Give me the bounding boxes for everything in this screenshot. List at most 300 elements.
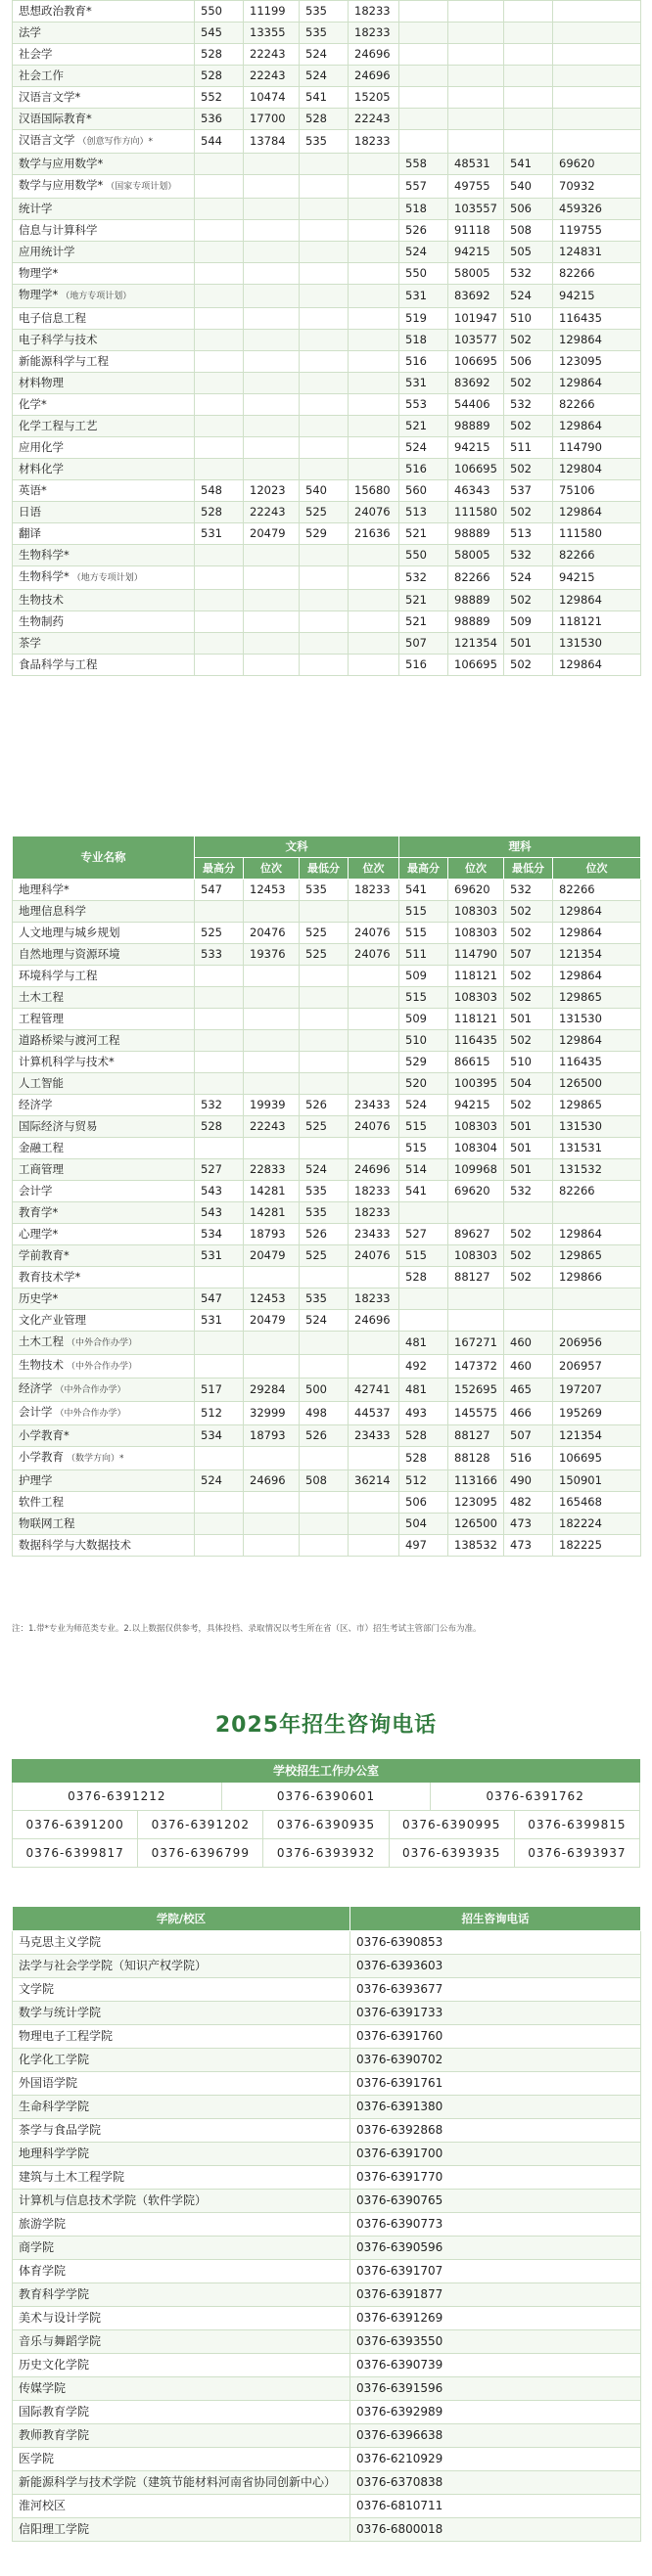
- score-cell: [300, 590, 349, 611]
- score-cell: 528: [399, 1425, 448, 1447]
- score-cell: 528: [195, 66, 244, 87]
- table-row: [13, 901, 641, 923]
- score-cell: [504, 66, 553, 87]
- major-name: [13, 1535, 195, 1557]
- score-cell: 15205: [349, 87, 399, 109]
- college-phone: 0376-6390702: [350, 2049, 641, 2072]
- score-cell: 15680: [349, 480, 399, 502]
- score-cell: [195, 611, 244, 633]
- score-cell: 106695: [448, 459, 504, 480]
- phone-number: 0376-6393935: [390, 1839, 515, 1868]
- score-cell: 116435: [553, 1052, 641, 1073]
- score-cell: 521: [399, 523, 448, 545]
- score-cell: 129864: [553, 590, 641, 611]
- table-row: [13, 1052, 641, 1073]
- score-cell: [244, 175, 300, 199]
- score-cell: 129864: [553, 1224, 641, 1245]
- score-cell: [244, 566, 300, 590]
- table-row: [13, 373, 641, 394]
- table-row: [13, 459, 641, 480]
- major-name-text: 数学与应用数学*: [19, 157, 104, 170]
- major-name: [13, 566, 195, 590]
- score-cell: 502: [504, 373, 553, 394]
- major-name: [13, 44, 195, 66]
- major-name-text: 计算机科学与技术*: [19, 1055, 115, 1068]
- college-row: [13, 2354, 641, 2377]
- score-cell: 98889: [448, 523, 504, 545]
- score-cell: [553, 130, 641, 154]
- score-cell: [448, 1202, 504, 1224]
- table-row: [13, 1073, 641, 1095]
- score-cell: 533: [195, 944, 244, 966]
- score-cell: [300, 394, 349, 416]
- score-cell: 114790: [448, 944, 504, 966]
- score-cell: [349, 1073, 399, 1095]
- score-cell: [244, 1030, 300, 1052]
- score-cell: [244, 437, 300, 459]
- score-cell: 560: [399, 480, 448, 502]
- score-cell: 529: [300, 523, 349, 545]
- major-name-text: 学前教育*: [19, 1248, 70, 1262]
- score-cell: 524: [399, 242, 448, 263]
- score-cell: 129864: [553, 416, 641, 437]
- major-name-text: 汉语言文学*: [19, 90, 81, 104]
- score-cell: 109968: [448, 1159, 504, 1181]
- score-cell: 46343: [448, 480, 504, 502]
- major-name-text: 电子科学与技术: [19, 333, 98, 346]
- score-cell: [553, 1288, 641, 1310]
- score-cell: [195, 330, 244, 351]
- score-cell: 524: [504, 285, 553, 308]
- score-cell: [349, 330, 399, 351]
- score-cell: 553: [399, 394, 448, 416]
- major-name: [13, 545, 195, 566]
- college-row: [13, 2072, 641, 2096]
- major-name: [13, 130, 195, 154]
- score-cell: [300, 330, 349, 351]
- major-subnote: （国家专项计划）: [106, 182, 177, 192]
- score-cell: [244, 199, 300, 220]
- score-cell: 490: [504, 1470, 553, 1492]
- score-cell: 508: [504, 220, 553, 242]
- score-cell: 118121: [553, 611, 641, 633]
- score-cell: 541: [399, 1181, 448, 1202]
- score-cell: [349, 437, 399, 459]
- score-cell: 49755: [448, 175, 504, 199]
- score-cell: [300, 545, 349, 566]
- score-cell: 21636: [349, 523, 399, 545]
- score-cell: 23433: [349, 1224, 399, 1245]
- score-cell: 531: [195, 1310, 244, 1332]
- score-cell: 512: [399, 1470, 448, 1492]
- score-cell: 516: [399, 655, 448, 676]
- score-cell: [195, 242, 244, 263]
- score-cell: [553, 1310, 641, 1332]
- major-name-text: 翻译: [19, 526, 41, 540]
- score-cell: 116435: [553, 308, 641, 330]
- score-cell: [504, 109, 553, 130]
- major-name-text: 生物制药: [19, 614, 64, 628]
- score-cell: 94215: [553, 566, 641, 590]
- score-cell: 510: [399, 1030, 448, 1052]
- major-name: [13, 944, 195, 966]
- score-cell: [349, 242, 399, 263]
- score-cell: [349, 175, 399, 199]
- score-cell: 101947: [448, 308, 504, 330]
- phone-header: 招生咨询电话: [350, 1907, 641, 1931]
- score-cell: 88127: [448, 1425, 504, 1447]
- score-cell: [300, 154, 349, 175]
- score-cell: [244, 1267, 300, 1288]
- major-name: [13, 1514, 195, 1535]
- score-cell: 550: [399, 545, 448, 566]
- table-row: [13, 308, 641, 330]
- table-row: [13, 1181, 641, 1202]
- major-name: [13, 66, 195, 87]
- table-row: [13, 1492, 641, 1514]
- score-cell: [244, 1535, 300, 1557]
- college-header: 学院/校区: [13, 1907, 350, 1931]
- major-name: [13, 416, 195, 437]
- table-row: [13, 1402, 641, 1425]
- score-cell: [244, 1138, 300, 1159]
- score-cell: 501: [504, 1159, 553, 1181]
- score-cell: [349, 611, 399, 633]
- phone-number: 0376-6399817: [13, 1839, 138, 1868]
- column-header: 位次: [553, 858, 641, 880]
- score-cell: 509: [504, 611, 553, 633]
- score-cell: [553, 66, 641, 87]
- score-cell: [399, 23, 448, 44]
- score-cell: 466: [504, 1402, 553, 1425]
- major-name: [13, 966, 195, 987]
- score-cell: 528: [195, 44, 244, 66]
- major-name-text: 材料化学: [19, 462, 64, 475]
- score-cell: 550: [195, 1, 244, 23]
- score-cell: 121354: [553, 1425, 641, 1447]
- major-name: [13, 633, 195, 655]
- major-name: [13, 987, 195, 1009]
- table-row: [13, 611, 641, 633]
- college-row: [13, 2330, 641, 2354]
- score-cell: 460: [504, 1332, 553, 1355]
- score-cell: 507: [504, 944, 553, 966]
- score-cell: 513: [399, 502, 448, 523]
- major-subnote: （地方专项计划）: [61, 292, 132, 301]
- score-cell: [244, 987, 300, 1009]
- score-cell: 182225: [553, 1535, 641, 1557]
- score-cell: 512: [195, 1402, 244, 1425]
- major-name-text: 应用统计学: [19, 245, 75, 258]
- score-cell: 118121: [448, 966, 504, 987]
- score-cell: [399, 44, 448, 66]
- college-row: [13, 2377, 641, 2401]
- score-cell: [300, 611, 349, 633]
- table-row: [13, 1095, 641, 1116]
- score-cell: 482: [504, 1492, 553, 1514]
- table-row: [13, 130, 641, 154]
- score-cell: 118121: [448, 1009, 504, 1030]
- score-cell: 520: [399, 1073, 448, 1095]
- college-row: [13, 1978, 641, 2002]
- score-cell: 528: [399, 1447, 448, 1470]
- score-cell: 20479: [244, 1310, 300, 1332]
- major-name-text: 统计学: [19, 202, 53, 215]
- table-row: [13, 1535, 641, 1557]
- score-cell: 543: [195, 1202, 244, 1224]
- score-cell: 528: [195, 1116, 244, 1138]
- score-cell: 548: [195, 480, 244, 502]
- college-row: [13, 2495, 641, 2518]
- score-cell: [300, 437, 349, 459]
- major-name: [13, 23, 195, 44]
- college-name: 茶学与食品学院: [13, 2119, 350, 2143]
- major-name: [13, 1159, 195, 1181]
- score-cell: 502: [504, 502, 553, 523]
- major-name: [13, 1030, 195, 1052]
- major-name-text: 会计学: [19, 1184, 53, 1198]
- score-cell: 119755: [553, 220, 641, 242]
- phone-number: 0376-6391212: [13, 1783, 222, 1811]
- score-cell: 12453: [244, 1288, 300, 1310]
- score-cell: 501: [504, 633, 553, 655]
- score-cell: [300, 1535, 349, 1557]
- score-cell: 545: [195, 23, 244, 44]
- score-cell: 195269: [553, 1402, 641, 1425]
- major-name: [13, 1202, 195, 1224]
- major-name-text: 小学教育*: [19, 1428, 70, 1442]
- major-name-text: 数据科学与大数据技术: [19, 1538, 131, 1552]
- score-cell: 165468: [553, 1492, 641, 1514]
- major-name: [13, 502, 195, 523]
- score-cell: 121354: [448, 633, 504, 655]
- score-cell: 22243: [349, 109, 399, 130]
- table-row: [13, 1224, 641, 1245]
- table-row: [13, 242, 641, 263]
- score-cell: [349, 1267, 399, 1288]
- score-cell: [300, 1447, 349, 1470]
- score-cell: 492: [399, 1355, 448, 1378]
- score-cell: [504, 23, 553, 44]
- score-cell: 18233: [349, 130, 399, 154]
- college-row: [13, 2448, 641, 2471]
- score-cell: [195, 1447, 244, 1470]
- score-cell: 75106: [553, 480, 641, 502]
- major-name: [13, 480, 195, 502]
- score-cell: 524: [300, 1159, 349, 1181]
- score-cell: 516: [504, 1447, 553, 1470]
- score-cell: 473: [504, 1514, 553, 1535]
- college-phone: 0376-6391700: [350, 2143, 641, 2166]
- score-cell: 129864: [553, 655, 641, 676]
- major-name-text: 汉语言文学: [19, 133, 75, 147]
- score-cell: 524: [399, 1095, 448, 1116]
- major-name-text: 会计学: [19, 1405, 53, 1419]
- score-cell: [195, 1332, 244, 1355]
- table-row: [13, 987, 641, 1009]
- major-name-text: 土木工程: [19, 990, 64, 1004]
- column-header: 位次: [244, 858, 300, 880]
- score-cell: [195, 416, 244, 437]
- score-cell: 24696: [349, 1159, 399, 1181]
- score-cell: [195, 1535, 244, 1557]
- score-cell: [349, 590, 399, 611]
- score-cell: 502: [504, 1224, 553, 1245]
- score-cell: [553, 1, 641, 23]
- major-name-text: 化学工程与工艺: [19, 419, 98, 432]
- score-cell: 515: [399, 987, 448, 1009]
- major-subnote: （数学方向）*: [67, 1454, 124, 1464]
- major-name-text: 生物科学*: [19, 548, 70, 562]
- score-cell: 129864: [553, 502, 641, 523]
- score-cell: [244, 1355, 300, 1378]
- score-cell: [300, 1355, 349, 1378]
- score-cell: [448, 130, 504, 154]
- score-cell: [195, 1073, 244, 1095]
- major-name-text: 教育技术学*: [19, 1270, 81, 1284]
- table-row: [13, 154, 641, 175]
- score-cell: [195, 655, 244, 676]
- column-header: 最低分: [300, 858, 349, 880]
- major-name: [13, 901, 195, 923]
- score-cell: 131532: [553, 1159, 641, 1181]
- score-cell: 126500: [448, 1514, 504, 1535]
- table-row: [13, 1245, 641, 1267]
- major-name-text: 工程管理: [19, 1012, 64, 1025]
- score-cell: 557: [399, 175, 448, 199]
- score-cell: 22243: [244, 44, 300, 66]
- score-cell: [349, 263, 399, 285]
- score-cell: 510: [504, 1052, 553, 1073]
- score-cell: [244, 633, 300, 655]
- score-cell: [244, 1332, 300, 1355]
- score-cell: 501: [504, 1009, 553, 1030]
- score-cell: 18233: [349, 1288, 399, 1310]
- score-cell: 17700: [244, 109, 300, 130]
- score-cell: 501: [504, 1138, 553, 1159]
- score-cell: 502: [504, 923, 553, 944]
- phone-number: 0376-6393932: [263, 1839, 389, 1868]
- college-phone: 0376-6393603: [350, 1955, 641, 1978]
- major-name-text: 应用化学: [19, 440, 64, 454]
- score-cell: 534: [195, 1224, 244, 1245]
- major-name-text: 软件工程: [19, 1495, 64, 1509]
- college-name: 文学院: [13, 1978, 350, 2002]
- major-name: [13, 1492, 195, 1514]
- contact-title: 2025年招生咨询电话: [214, 1713, 438, 1738]
- score-cell: 138532: [448, 1535, 504, 1557]
- score-cell: [195, 1267, 244, 1288]
- score-cell: [244, 1492, 300, 1514]
- college-name: 商学院: [13, 2237, 350, 2260]
- score-cell: 511: [399, 944, 448, 966]
- major-name: [13, 199, 195, 220]
- major-subnote: （地方专项计划）: [71, 573, 143, 583]
- college-phone: 0376-6390853: [350, 1931, 641, 1955]
- score-cell: [195, 545, 244, 566]
- score-cell: [300, 263, 349, 285]
- college-row: [13, 2096, 641, 2119]
- college-row: [13, 2002, 641, 2025]
- table-row: [13, 1447, 641, 1470]
- score-cell: [504, 87, 553, 109]
- score-cell: 528: [195, 502, 244, 523]
- college-name: 旅游学院: [13, 2213, 350, 2237]
- major-name: [13, 459, 195, 480]
- major-name-text: 教育学*: [19, 1205, 59, 1219]
- major-name: [13, 285, 195, 308]
- score-cell: [300, 655, 349, 676]
- phone-number: 0376-6393937: [515, 1839, 640, 1868]
- phone-number: 0376-6391200: [13, 1811, 138, 1839]
- score-cell: [349, 220, 399, 242]
- college-phone: 0376-6390739: [350, 2354, 641, 2377]
- score-cell: 18793: [244, 1425, 300, 1447]
- major-subnote: （中外合作办学）: [55, 1385, 126, 1395]
- table-row: [13, 285, 641, 308]
- score-cell: 509: [399, 1009, 448, 1030]
- score-cell: 532: [504, 880, 553, 901]
- score-cell: 521: [399, 416, 448, 437]
- college-name: 传媒学院: [13, 2377, 350, 2401]
- table-row: [13, 944, 641, 966]
- major-name: [13, 242, 195, 263]
- score-cell: [300, 1267, 349, 1288]
- major-name-text: 化学*: [19, 397, 47, 411]
- score-cell: 58005: [448, 545, 504, 566]
- score-cell: [349, 199, 399, 220]
- score-cell: 502: [504, 1245, 553, 1267]
- major-name-text: 新能源科学与工程: [19, 354, 109, 368]
- college-name: 新能源科学与技术学院（建筑节能材料河南省协同创新中心）: [13, 2471, 350, 2495]
- score-cell: 502: [504, 330, 553, 351]
- score-cell: 526: [300, 1425, 349, 1447]
- table-row: [13, 66, 641, 87]
- score-cell: 24696: [349, 1310, 399, 1332]
- score-cell: 526: [399, 220, 448, 242]
- major-subnote: （创意写作方向）*: [77, 137, 154, 147]
- score-cell: 150901: [553, 1470, 641, 1492]
- admission-office-phones: [12, 1759, 640, 1868]
- score-cell: [195, 220, 244, 242]
- score-cell: [349, 459, 399, 480]
- score-cell: 521: [399, 590, 448, 611]
- major-name-text: 物理学*: [19, 266, 59, 280]
- college-phone: 0376-6391733: [350, 2002, 641, 2025]
- score-cell: 526: [300, 1095, 349, 1116]
- score-cell: 126500: [553, 1073, 641, 1095]
- score-cell: 167271: [448, 1332, 504, 1355]
- table-row: [13, 1, 641, 23]
- score-cell: 514: [399, 1159, 448, 1181]
- score-cell: 24696: [244, 1470, 300, 1492]
- college-name: 生命科学学院: [13, 2096, 350, 2119]
- major-name-text: 文化产业管理: [19, 1313, 86, 1327]
- college-name: 外国语学院: [13, 2072, 350, 2096]
- score-cell: 111580: [553, 523, 641, 545]
- score-cell: 525: [300, 923, 349, 944]
- column-header: 最低分: [504, 858, 553, 880]
- major-name-text: 英语*: [19, 483, 47, 497]
- score-cell: 13784: [244, 130, 300, 154]
- score-cell: [244, 308, 300, 330]
- table-row: [13, 437, 641, 459]
- score-cell: 103557: [448, 199, 504, 220]
- admission-office-label: 学校招生工作办公室: [12, 1759, 640, 1783]
- score-cell: [448, 87, 504, 109]
- major-name-text: 法学: [19, 25, 41, 39]
- table-row: [13, 175, 641, 199]
